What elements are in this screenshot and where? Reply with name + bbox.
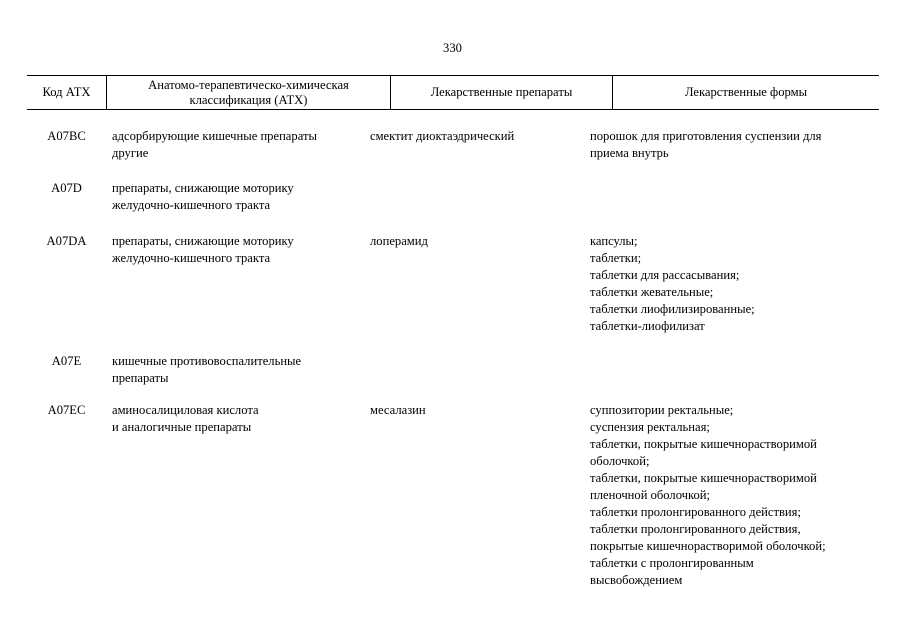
row-code: A07D — [51, 181, 82, 195]
row-classification: адсорбирующие кишечные препараты другие — [112, 129, 317, 160]
row-code: A07BC — [47, 129, 86, 143]
row-classification: препараты, снижающие моторику желудочно-кишечного тракта — [112, 234, 294, 265]
row-forms: капсулы; таблетки; таблетки для рассасывания; таблетки жевательные; таблетки лиофилизированные; таблетки-лиофилизат — [590, 234, 755, 333]
row-code: A07EC — [47, 403, 86, 417]
header-forms: Лекарственные формы — [612, 76, 879, 109]
row-code: A07E — [51, 354, 82, 368]
row-code: A07DA — [46, 234, 87, 248]
row-drug: смектит диоктаэдрический — [370, 129, 515, 143]
page-number: 330 — [443, 41, 462, 55]
row-classification: аминосалициловая кислота и аналогичные препараты — [112, 403, 259, 434]
row-classification: кишечные противовоспалительные препараты — [112, 354, 302, 385]
header-classification-text: Анатомо-терапевтическо-химическая классификация (АТХ) — [148, 77, 349, 107]
header-code: Код АТХ — [42, 85, 91, 99]
row-drug: месалазин — [370, 403, 426, 417]
header-classification — [106, 76, 390, 109]
row-forms: порошок для приготовления суспензии для приема внутрь — [590, 129, 822, 160]
table-header — [27, 75, 879, 110]
row-forms: суппозитории ректальные; суспензия ректальная; таблетки, покрытые кишечнорастворимой оболочкой; таблетки, покрытые кишечнорастворимой пленочной оболочкой; таблетки пролонгированного действия; таблетки пролонгированного действия, покрытые кишечнорастворимой оболочкой; таблетки с пролонгированным высвобождением — [590, 403, 826, 587]
row-drug: лоперамид — [370, 234, 428, 248]
header-drugs: Лекарственные препараты — [390, 76, 612, 109]
row-classification: препараты, снижающие моторику желудочно-кишечного тракта — [112, 181, 294, 212]
